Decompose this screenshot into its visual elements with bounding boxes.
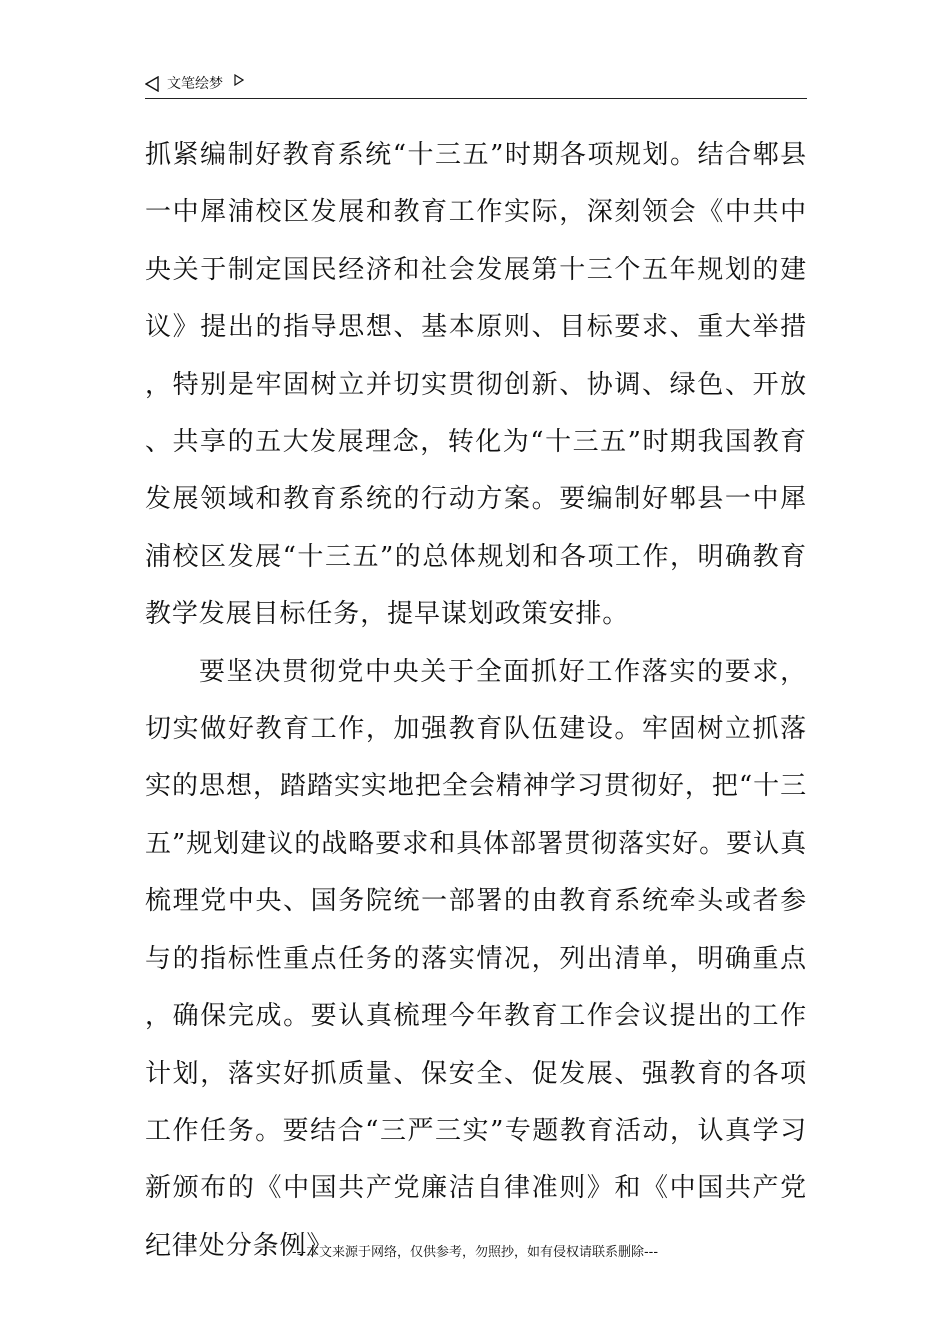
header-brand: 文笔绘梦 (167, 76, 223, 92)
footer-disclaimer: ---本文来源于网络，仅供参考，勿照抄，如有侵权请联系删除--- (291, 1245, 659, 1260)
page-header (145, 72, 807, 99)
body-paragraph: 抓紧编制好教育系统“十三五”时期各项规划。结合郫县一中犀浦校区发展和教育工作实际，深刻领会《中共中央关于制定国民经济和社会发展第十三个五年规划的建议》提出的指导思想、基本原则、目标要求、重大举措，特别是牢固树立并切实贯彻创新、协调、绿色、开放、共享的五大发展理念，转化为“十三五”时期我国教育发展领域和教育系统的行动方案。要编制好郫县一中犀浦校区发展“十三五”的总体规划和各项工作，明确教育教学发展目标任务，提早谋划政策安排。 (145, 140, 807, 630)
right-triangle-outline-icon (234, 74, 244, 86)
document-body (145, 127, 807, 1275)
left-triangle-outline-icon (145, 76, 159, 92)
body-paragraph: 要坚决贯彻党中央关于全面抓好工作落实的要求，切实做好教育工作，加强教育队伍建设。牢固树立抓落实的思想，踏踏实实地把全会精神学习贯彻好，把“十三五”规划建议的战略要求和具体部署贯彻落实好。要认真梳理党中央、国务院统一部署的由教育系统牵头或者参与的指标性重点任务的落实情况，列出清单，明确重点，确保完成。要认真梳理今年教育工作会议提出的工作计划，落实好抓质量、保安全、促发展、强教育的各项工作任务。要结合“三严三实”专题教育活动，认真学习新颁布的《中国共产党廉洁自律准则》和《中国共产党纪律处分条例》 (145, 656, 807, 1261)
